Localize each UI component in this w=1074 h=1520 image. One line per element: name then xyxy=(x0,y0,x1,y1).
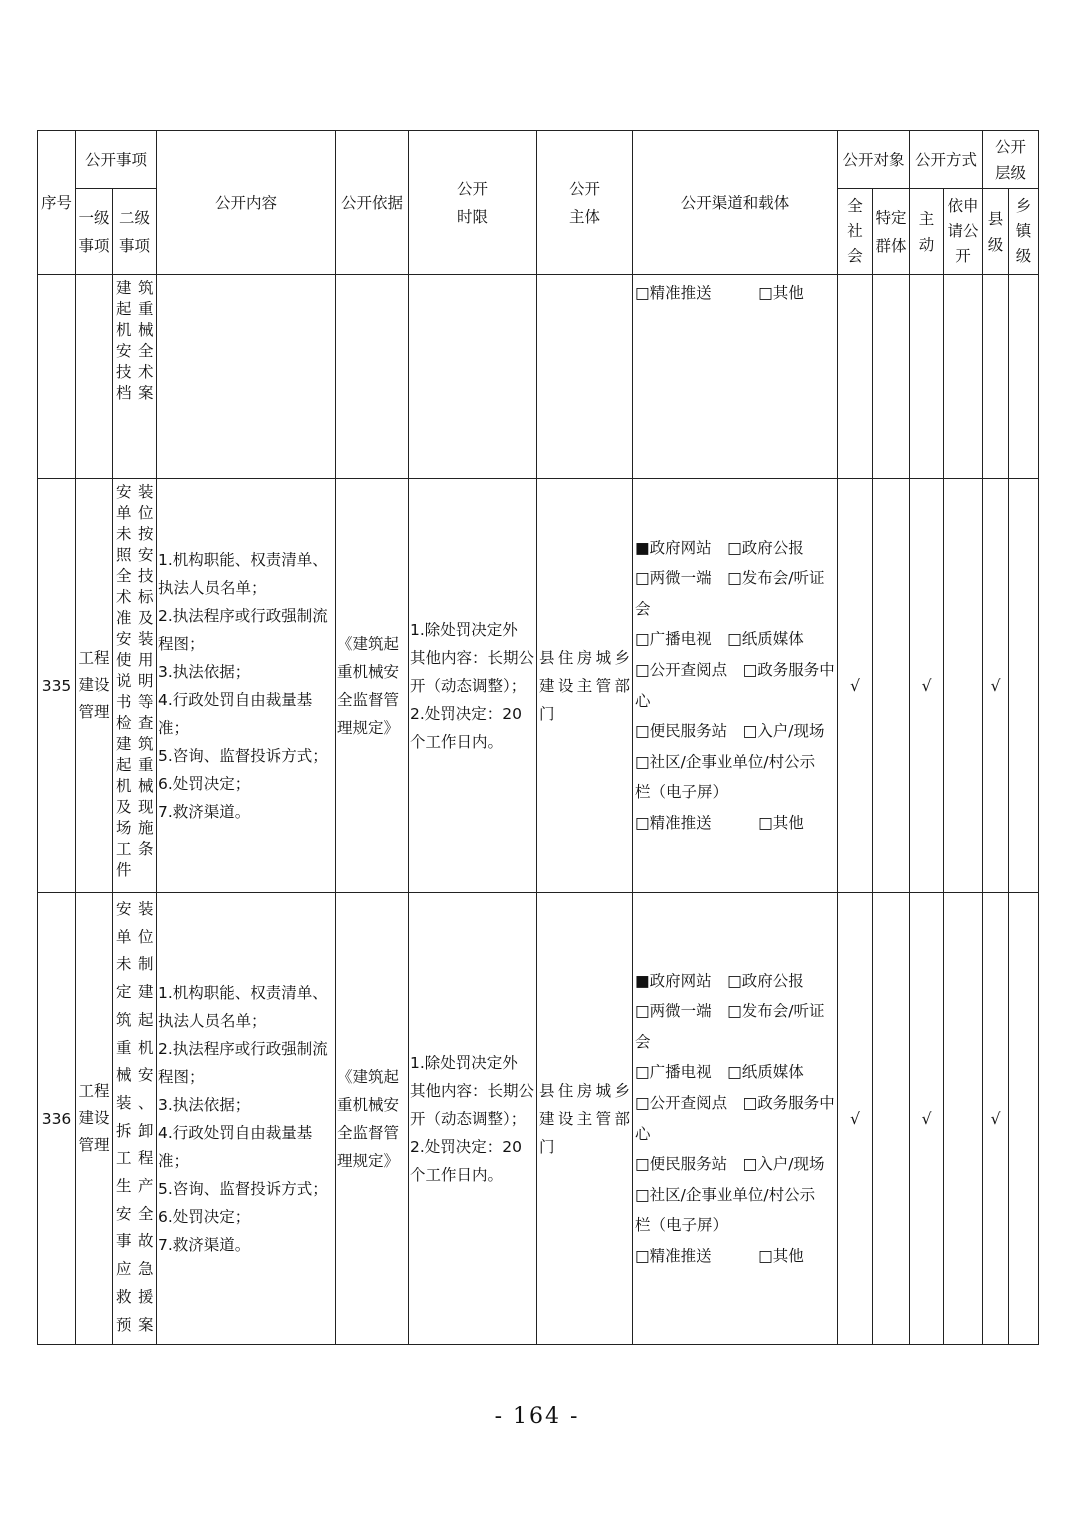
row-level1-label: 工程建设管理 xyxy=(78,1082,110,1154)
row-level2 xyxy=(113,893,157,1345)
level2-line: 生 产 xyxy=(116,1177,155,1196)
header-lv-town xyxy=(1009,189,1039,275)
channel-line: 心 xyxy=(635,691,651,710)
row-content xyxy=(157,479,336,893)
row-level2 xyxy=(113,479,157,893)
content-line: 2.执法程序或行政强制流 xyxy=(158,1039,328,1058)
row-content xyxy=(157,893,336,1345)
level2-line: 未 制 xyxy=(116,955,155,974)
row-lv-town xyxy=(1009,275,1039,479)
header-method-request xyxy=(944,189,983,275)
row-limit xyxy=(409,275,537,479)
header-object-group: 公开对象 xyxy=(838,131,910,189)
row-seq: 335 xyxy=(38,479,76,893)
channel-line: □便民服务站 □入户/现场 xyxy=(635,722,825,741)
channel-line: □便民服务站 □入户/现场 xyxy=(635,1155,825,1174)
header-obj-specific xyxy=(873,189,910,275)
header-lv-county-label: 县级 xyxy=(987,209,1004,254)
level2-line: 械 安 xyxy=(116,1066,155,1085)
header-item-group: 公开事项 xyxy=(76,131,157,189)
limit-line: 开（动态调整）； xyxy=(410,1109,527,1128)
level2-line: 重 机 xyxy=(116,1038,155,1057)
row-lv-county xyxy=(983,275,1009,479)
level2-line: 事 故 xyxy=(116,1232,155,1251)
channel-line: 会 xyxy=(635,1032,651,1051)
channel-line: □公开查阅点 □政务服务中 xyxy=(635,1093,835,1112)
content-line: 6.处罚决定； xyxy=(158,1207,251,1226)
header-method-active-label: 主动 xyxy=(918,209,935,254)
content-line: 5.咨询、监督投诉方式； xyxy=(158,746,328,765)
limit-line: 2.处罚决定：20 xyxy=(410,704,523,723)
level2-line: 预案 xyxy=(116,1315,155,1334)
level2-line: 工 条 xyxy=(116,840,155,858)
header-level2 xyxy=(113,189,157,275)
row-lv-county: √ xyxy=(983,893,1009,1345)
limit-line: 其他内容：长期公 xyxy=(410,1081,535,1100)
content-line: 程图； xyxy=(158,1067,205,1086)
level2-line: 起 重 xyxy=(116,300,155,318)
level2-line: 档案 xyxy=(116,384,155,402)
level2-line: 及 现 xyxy=(116,798,155,816)
level2-line: 工 程 xyxy=(116,1149,155,1168)
level2-line: 建 筑 xyxy=(116,735,155,753)
header-basis: 公开依据 xyxy=(336,131,409,275)
header-method-request-label: 依申请公开 xyxy=(947,197,979,265)
level2-line: 起 重 xyxy=(116,756,155,774)
level2-line: 使 用 xyxy=(116,651,155,669)
table-row xyxy=(38,893,1039,1345)
level2-line: 件 xyxy=(116,861,133,879)
channel-line: □公开查阅点 □政务服务中 xyxy=(635,660,835,679)
level2-line: 建 筑 xyxy=(116,279,155,297)
page-number: - 164 - xyxy=(494,1404,580,1429)
channel-line: □两微一端 □发布会/听证 xyxy=(635,569,825,588)
header-subject-label: 公开主体 xyxy=(569,179,601,226)
row-method-active xyxy=(910,275,944,479)
row-subject: 县住房城乡建设主管部门 xyxy=(537,479,633,893)
row-channels xyxy=(633,275,838,479)
row-subject xyxy=(537,275,633,479)
header-method-group: 公开方式 xyxy=(910,131,983,189)
row-obj-specific xyxy=(873,479,910,893)
content-line: 2.执法程序或行政强制流 xyxy=(158,606,328,625)
level2-line: 全 技 xyxy=(116,567,155,585)
channel-line: □两微一端 □发布会/听证 xyxy=(635,1002,825,1021)
header-obj-specific-label: 特定群体 xyxy=(875,208,907,255)
level2-line: 单 位 xyxy=(116,927,155,946)
row-method-request xyxy=(944,893,983,1345)
header-level2-label: 二级事项 xyxy=(119,208,151,255)
row-level1 xyxy=(76,479,113,893)
level2-line: 单 位 xyxy=(116,504,155,522)
row-limit xyxy=(409,479,537,893)
row-content xyxy=(157,275,336,479)
row-obj-specific xyxy=(873,893,910,1345)
row-basis xyxy=(336,275,409,479)
header-level1 xyxy=(76,189,113,275)
level2-line: 筑 起 xyxy=(116,1010,155,1029)
content-line: 执法人员名单； xyxy=(158,1011,267,1030)
header-method-active xyxy=(910,189,944,275)
row-lv-county: √ xyxy=(983,479,1009,893)
header-obj-all xyxy=(838,189,873,275)
limit-line: 2.处罚决定：20 xyxy=(410,1137,523,1156)
header-lv-town-label: 乡镇级 xyxy=(1015,197,1032,265)
row-obj-all: √ xyxy=(838,479,873,893)
row-level1-label: 工程建设管理 xyxy=(78,649,110,721)
row-method-request xyxy=(944,275,983,479)
row-subject: 县住房城乡建设主管部门 xyxy=(537,893,633,1345)
level2-line: 救 援 xyxy=(116,1287,155,1306)
content-line: 3.执法依据； xyxy=(158,1095,251,1114)
header-level-group-label: 公开层级 xyxy=(995,137,1027,182)
content-line: 6.处罚决定； xyxy=(158,774,251,793)
row-seq xyxy=(38,275,76,479)
content-line: 准； xyxy=(158,1151,190,1170)
content-line: 7.救济渠道。 xyxy=(158,1235,251,1254)
row-limit xyxy=(409,893,537,1345)
content-line: 执法人员名单； xyxy=(158,578,267,597)
level2-line: 机 械 xyxy=(116,777,155,795)
level2-line: 机 械 xyxy=(116,321,155,339)
channel-line: 栏（电子屏） xyxy=(635,783,729,802)
channel-line: □社区/企事业单位/村公示 xyxy=(635,752,816,771)
limit-line: 个工作日内。 xyxy=(410,1165,504,1184)
row-channels xyxy=(633,479,838,893)
level2-line: 未 按 xyxy=(116,525,155,543)
channel-line: □广播电视 □纸质媒体 xyxy=(635,630,804,649)
content-line: 1.机构职能、权责清单、 xyxy=(158,983,328,1002)
content-line: 4.行政处罚自由裁量基 xyxy=(158,690,313,709)
header-subject xyxy=(537,131,633,275)
header-limit xyxy=(409,131,537,275)
content-line: 7.救济渠道。 xyxy=(158,802,251,821)
row-method-active: √ xyxy=(910,479,944,893)
header-obj-all-label: 全社会 xyxy=(847,197,863,265)
level2-line: 书 等 xyxy=(116,693,155,711)
channel-line: □社区/企事业单位/村公示 xyxy=(635,1185,816,1204)
header-content: 公开内容 xyxy=(157,131,336,275)
header-limit-label: 公开时限 xyxy=(457,179,489,226)
row-method-request xyxy=(944,479,983,893)
content-line: 程图； xyxy=(158,634,205,653)
level2-line: 检 查 xyxy=(116,714,155,732)
table-row xyxy=(38,275,1039,479)
level2-line: 照 安 xyxy=(116,546,155,564)
level2-line: 拆 卸 xyxy=(116,1121,155,1140)
header-row-1 xyxy=(38,131,1039,189)
limit-line: 个工作日内。 xyxy=(410,732,504,751)
row-seq: 336 xyxy=(38,893,76,1345)
channel-line: ■政府网站 □政府公报 xyxy=(635,971,804,990)
level2-line: 技 术 xyxy=(116,363,155,381)
level2-line: 准 及 xyxy=(116,609,155,627)
content-line: 1.机构职能、权责清单、 xyxy=(158,550,328,569)
row-method-active: √ xyxy=(910,893,944,1345)
channel-line: ■政府网站 □政府公报 xyxy=(635,538,804,557)
row-obj-all: √ xyxy=(838,893,873,1345)
content-line: 5.咨询、监督投诉方式； xyxy=(158,1179,328,1198)
header-lv-county xyxy=(983,189,1009,275)
level2-line: 安 装 xyxy=(116,630,155,648)
level2-line: 安 全 xyxy=(116,1204,155,1223)
row-channels xyxy=(633,893,838,1345)
row-basis: 《建筑起重机械安全监督管理规定》 xyxy=(336,893,409,1345)
row-obj-specific xyxy=(873,275,910,479)
level2-line: 安 装 xyxy=(116,483,155,501)
row-level1 xyxy=(76,275,113,479)
level2-line: 说 明 xyxy=(116,672,155,690)
channel-line: 会 xyxy=(635,599,651,618)
row-level2 xyxy=(113,275,157,479)
row-basis: 《建筑起重机械安全监督管理规定》 xyxy=(336,479,409,893)
header-level-group xyxy=(983,131,1039,189)
limit-line: 其他内容：长期公 xyxy=(410,648,535,667)
channel-line: □精准推送 □其他 xyxy=(635,1246,804,1265)
content-line: 4.行政处罚自由裁量基 xyxy=(158,1123,313,1142)
limit-line: 1.除处罚决定外 xyxy=(410,620,518,639)
channel-line: 栏（电子屏） xyxy=(635,1216,729,1235)
row-level1 xyxy=(76,893,113,1345)
level2-line: 场 施 xyxy=(116,819,155,837)
limit-line: 开（动态调整）； xyxy=(410,676,527,695)
row-obj-all xyxy=(838,275,873,479)
level2-line: 安 装 xyxy=(116,900,155,918)
channel-line: □精准推送 □其他 xyxy=(635,284,804,302)
level2-line: 应 急 xyxy=(116,1260,155,1279)
row-lv-town xyxy=(1009,479,1039,893)
level2-line: 术 标 xyxy=(116,588,155,606)
level2-line: 安 全 xyxy=(116,342,155,360)
limit-line: 1.除处罚决定外 xyxy=(410,1053,518,1072)
level2-line: 定 建 xyxy=(116,983,155,1002)
content-line: 准； xyxy=(158,718,190,737)
table-row xyxy=(38,479,1039,893)
channel-line: 心 xyxy=(635,1124,651,1143)
header-level1-label: 一级事项 xyxy=(78,208,110,255)
content-line: 3.执法依据； xyxy=(158,662,251,681)
channel-line: □精准推送 □其他 xyxy=(635,813,804,832)
header-seq: 序号 xyxy=(38,131,76,275)
header-channels: 公开渠道和载体 xyxy=(633,131,838,275)
level2-line: 装 、 xyxy=(116,1093,155,1112)
channel-line: □广播电视 □纸质媒体 xyxy=(635,1063,804,1082)
disclosure-table xyxy=(37,130,1039,1345)
row-lv-town xyxy=(1009,893,1039,1345)
